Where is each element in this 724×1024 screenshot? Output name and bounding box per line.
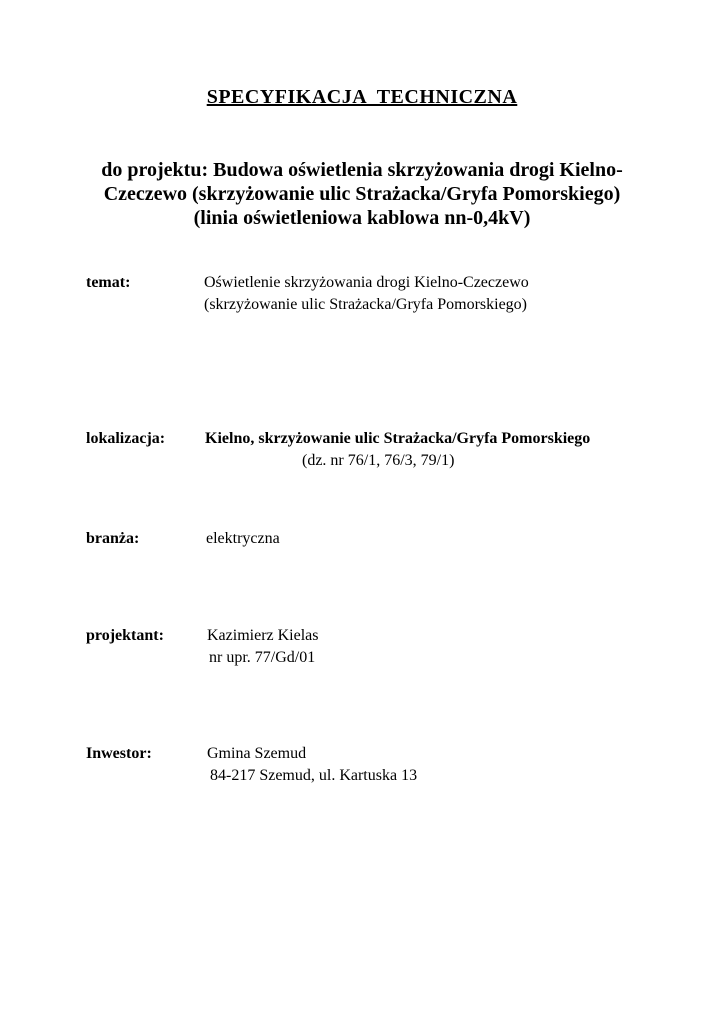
branza-label: branża: xyxy=(86,530,140,547)
inwestor-name: Gmina Szemud xyxy=(207,745,307,762)
projektant-value xyxy=(207,625,319,669)
lokalizacja-parcels: (dz. nr 76/1, 76/3, 79/1) xyxy=(302,452,455,469)
lokalizacja-value-line: Kielno, skrzyżowanie ulic Strażacka/Gryfa Pomorskiego xyxy=(205,430,591,447)
inwestor-address: 84-217 Szemud, ul. Kartuska 13 xyxy=(210,767,418,784)
projektant-label: projektant: xyxy=(86,627,164,644)
subtitle-line: do projektu: Budowa oświetlenia skrzyżowania drogi Kielno- xyxy=(101,159,623,181)
inwestor-value xyxy=(207,743,417,787)
projektant-name: Kazimierz Kielas xyxy=(207,627,319,644)
temat-value-line: (skrzyżowanie ulic Strażacka/Gryfa Pomorskiego) xyxy=(204,296,527,313)
subtitle-line: Czeczewo (skrzyżowanie ulic Strażacka/Gryfa Pomorskiego) xyxy=(103,183,621,205)
lokalizacja-value xyxy=(205,428,590,472)
subtitle-line: (linia oświetleniowa kablowa nn-0,4kV) xyxy=(193,207,531,229)
projektant-license: nr upr. 77/Gd/01 xyxy=(209,649,316,666)
lokalizacja-label: lokalizacja: xyxy=(86,430,166,447)
temat-value-line: Oświetlenie skrzyżowania drogi Kielno-Czeczewo xyxy=(204,274,529,291)
temat-label: temat: xyxy=(86,274,131,291)
branza-value-line: elektryczna xyxy=(206,530,280,547)
temat-value xyxy=(204,272,529,316)
branza-value xyxy=(206,528,280,550)
inwestor-label: Inwestor: xyxy=(86,745,152,762)
project-subtitle xyxy=(0,158,724,230)
document-title: SPECYFIKACJA TECHNICZNA xyxy=(206,86,518,108)
